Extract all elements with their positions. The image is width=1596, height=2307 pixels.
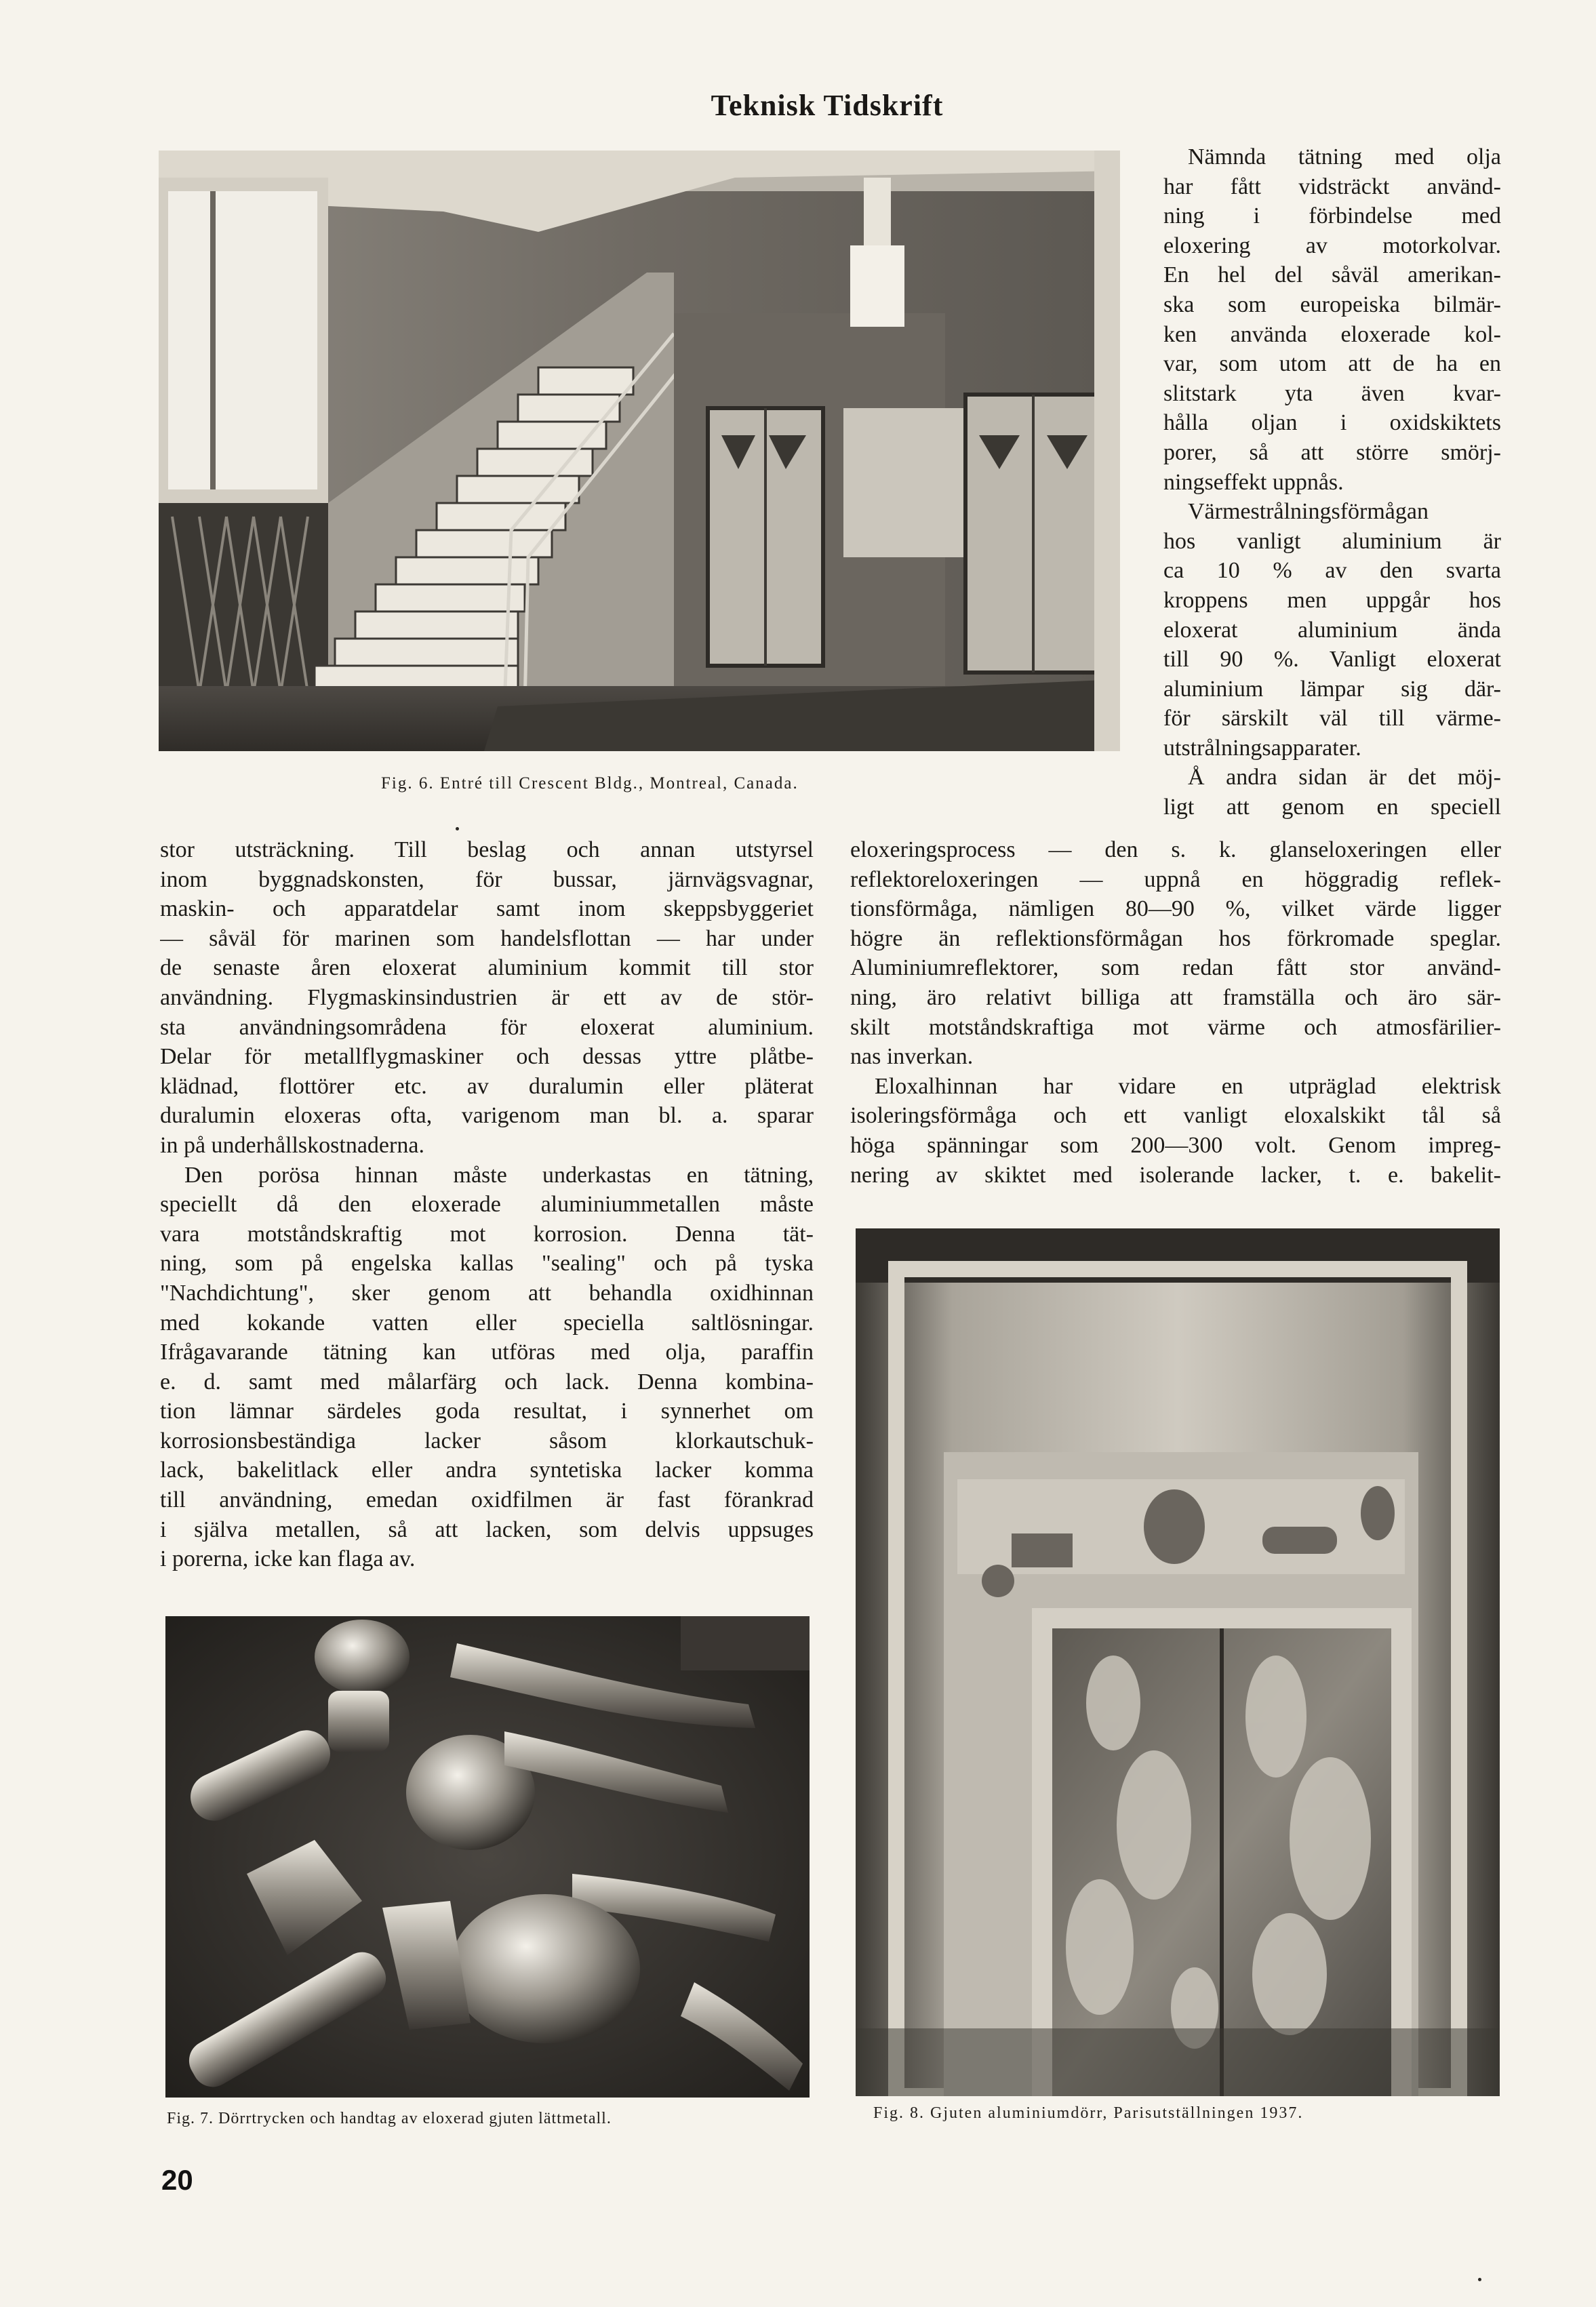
right-column-text	[850, 835, 1501, 1190]
right-column-top-text	[1163, 142, 1501, 822]
text-line: En hel del såväl amerikan-	[1163, 262, 1501, 288]
page-number: 20	[161, 2164, 193, 2196]
text-line: aluminium lämpar sig där-	[1163, 676, 1501, 702]
text-line: porer, så att större smörj-	[1163, 439, 1501, 465]
text-line: duralumin eloxeras ofta, varigenom man bl. a. sparar	[160, 1103, 814, 1129]
text-line: Eloxalhinnan har vidare en utpräglad elektrisk	[875, 1073, 1501, 1099]
text-line: Å andra sidan är det möj-	[1188, 765, 1501, 790]
text-line: eloxering av motorkolvar.	[1163, 233, 1501, 258]
figure-7-caption: Fig. 7. Dörrtrycken och handtag av eloxerad gjuten lättmetall.	[167, 2110, 612, 2127]
text-line: — såväl för marinen som handelsflottan — har under	[160, 925, 814, 951]
text-line: för särskilt väl till värme-	[1163, 706, 1501, 731]
text-line: har fått vidsträckt använd-	[1163, 174, 1501, 199]
text-line: Värmestrålningsförmågan	[1188, 499, 1429, 525]
text-line: i porerna, icke kan flaga av.	[160, 1546, 416, 1572]
text-line: Den porösa hinnan måste underkastas en tätning,	[184, 1162, 814, 1188]
text-line: till 90 %. Vanligt eloxerat	[1163, 647, 1501, 673]
figure-6-photo	[159, 151, 1120, 751]
text-line: höga spänningar som 200—300 volt. Genom impreg-	[850, 1132, 1501, 1158]
text-line: hos vanligt aluminium är	[1163, 528, 1501, 554]
text-line: till användning, emedan oxidfilmen är fast förankrad	[160, 1487, 814, 1513]
text-line: reflektoreloxeringen — uppnå en höggradig reflek-	[850, 866, 1501, 892]
figure-7-photo	[165, 1616, 810, 2098]
text-line: ning, som på engelska kallas "sealing" och på tyska	[160, 1251, 814, 1277]
text-line: ca 10 % av den svarta	[1163, 558, 1501, 584]
text-line: e. d. samt med målarfärg och lack. Denna kombina-	[160, 1369, 814, 1395]
text-line: var, som utom att de ha en	[1163, 351, 1501, 377]
text-line: klädnad, flottörer etc. av duralumin eller pläterat	[160, 1073, 814, 1099]
text-line: med kokande vatten eller speciella saltlösningar.	[160, 1310, 814, 1336]
text-line: högre än reflektionsförmågan hos förkromade speglar.	[850, 925, 1501, 951]
text-line: korrosionsbeständiga lacker såsom klorkautschuk-	[160, 1428, 814, 1453]
text-line: hålla oljan i oxidskiktets	[1163, 410, 1501, 436]
text-line: Aluminiumreflektorer, som redan fått stor använd-	[850, 955, 1501, 981]
text-line: ning, äro relativt billiga att framställa och äro sär-	[850, 984, 1501, 1010]
journal-header: Teknisk Tidskrift	[711, 89, 944, 122]
text-line: de senaste åren eloxerat aluminium kommit till stor	[160, 955, 814, 981]
text-line: speciellt då den eloxerade aluminiummetallen måste	[160, 1192, 814, 1218]
text-line: sta användningsområdena för eloxerat aluminium.	[160, 1014, 814, 1040]
speck	[456, 827, 459, 830]
text-line: Nämnda tätning med olja	[1188, 144, 1501, 169]
text-line: ska som europeiska bilmär-	[1163, 292, 1501, 317]
text-line: i själva metallen, så att lacken, som delvis uppsuges	[160, 1517, 814, 1542]
text-line: isoleringsförmåga och ett vanligt eloxalskikt tål så	[850, 1103, 1501, 1129]
text-line: ning i förbindelse med	[1163, 203, 1501, 229]
text-line: nas inverkan.	[850, 1044, 974, 1070]
text-line: eloxeringsprocess — den s. k. glanseloxeringen eller	[850, 837, 1501, 862]
text-line: tion lämnar särdeles goda resultat, i synnerhet om	[160, 1399, 814, 1424]
text-line: maskin- och apparatdelar samt inom skeppsbyggeriet	[160, 896, 814, 922]
text-line: utstrålningsapparater.	[1163, 735, 1361, 761]
text-line: eloxerat aluminium ända	[1163, 617, 1501, 643]
text-line: kroppens men uppgår hos	[1163, 587, 1501, 613]
text-line: ligt att genom en speciell	[1163, 795, 1501, 820]
text-line: Ifrågavarande tätning kan utföras med olja, paraffin	[160, 1340, 814, 1365]
text-line: stor utsträckning. Till beslag och annan utstyrsel	[160, 837, 814, 862]
text-line: ken använda eloxerade kol-	[1163, 321, 1501, 347]
speck	[1478, 2278, 1481, 2281]
text-line: vara motståndskraftig mot korrosion. Denna tät-	[160, 1221, 814, 1247]
text-line: nering av skiktet med isolerande lacker, t. e. bakelit-	[850, 1162, 1501, 1188]
text-line: användning. Flygmaskinsindustrien är ett av de stör-	[160, 984, 814, 1010]
text-line: lack, bakelitlack eller andra syntetiska lacker komma	[160, 1458, 814, 1483]
text-line: skilt motståndskraftiga mot värme och atmosfärilier-	[850, 1014, 1501, 1040]
text-line: in på underhållskostnaderna.	[160, 1132, 424, 1158]
text-line: tionsförmåga, nämligen 80—90 %, vilket värde ligger	[850, 896, 1501, 922]
text-line: ningseffekt uppnås.	[1163, 469, 1344, 495]
figure-8-caption: Fig. 8. Gjuten aluminiumdörr, Parisutställningen 1937.	[873, 2104, 1304, 2122]
text-line: inom byggnadskonsten, för bussar, järnvägsvagnar,	[160, 866, 814, 892]
text-line: slitstark yta även kvar-	[1163, 380, 1501, 406]
left-column-text	[160, 835, 814, 1574]
text-line: Delar för metallflygmaskiner och dessas yttre plåtbe-	[160, 1044, 814, 1070]
text-line: "Nachdichtung", sker genom att behandla oxidhinnan	[160, 1280, 814, 1306]
figure-6-caption: Fig. 6. Entré till Crescent Bldg., Montreal, Canada.	[381, 774, 799, 793]
figure-8-photo	[856, 1228, 1500, 2096]
